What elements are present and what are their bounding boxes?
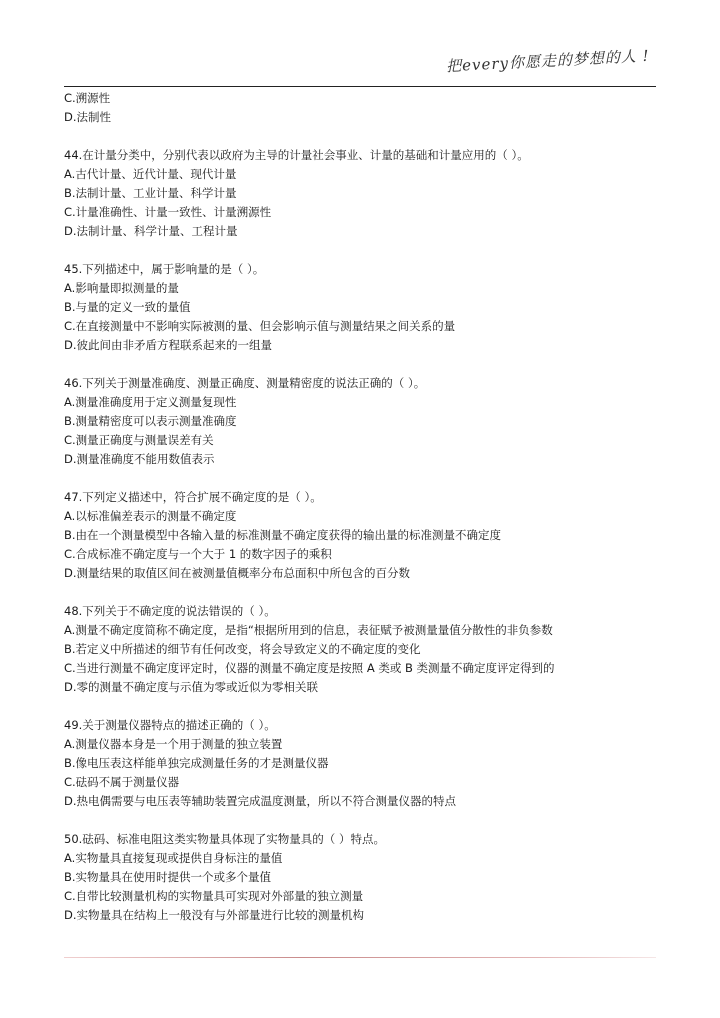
question-stem: 48.下列关于不确定度的说法错误的（ ）。 [64,604,276,618]
option-b: B.像电压表这样能单独完成测量任务的才是测量仪器 [64,756,329,770]
option-c: C.合成标准不确定度与一个大于 1 的数字因子的乘积 [64,547,332,561]
option-d: D.实物量具在结构上一般没有与外部量进行比较的测量机构 [64,908,365,922]
question-46 [64,374,660,469]
question-stem: 47.下列定义描述中，符合扩展不确定度的是（ ）。 [64,490,322,504]
option-b: B.测量精密度可以表示测量准确度 [64,414,237,428]
option-c: C.自带比较测量机构的实物量具可实现对外部量的独立测量 [64,889,364,903]
option-a: A.以标准偏差表示的测量不确定度 [64,509,237,523]
option-d: D.法制性 [64,110,112,124]
question-49 [64,716,660,811]
header-slogan: 把every你愿走的梦想的人 ! [446,46,651,76]
option-b: B.与量的定义一致的量值 [64,300,191,314]
header-divider [64,86,656,87]
option-b: B.若定义中所描述的细节有任何改变，将会导致定义的不确定度的变化 [64,642,421,656]
option-a: A.测量仪器本身是一个用于测量的独立装置 [64,737,283,751]
option-c: C.当进行测量不确定度评定时，仪器的测量不确定度是按照 A 类或 B 类测量不确定度评定得到的 [64,661,555,675]
option-b: B.法制计量、工业计量、科学计量 [64,186,237,200]
option-c: C.在直接测量中不影响实际被测的量、但会影响示值与测量结果之间关系的量 [64,319,456,333]
option-a: A.测量准确度用于定义测量复现性 [64,395,237,409]
option-d: D.零的测量不确定度与示值为零或近似为零相关联 [64,680,319,694]
question-stem: 50.砝码、标准电阻这类实物量具体现了实物量具的（ ）特点。 [64,832,385,846]
option-c: C.砝码不属于测量仪器 [64,775,180,789]
option-d: D.彼此间由非矛盾方程联系起来的一组量 [64,338,273,352]
option-d: D.测量结果的取值区间在被测量值概率分布总面积中所包含的百分数 [64,566,411,580]
question-48 [64,602,660,697]
option-c: C.测量正确度与测量误差有关 [64,433,214,447]
option-b: B.由在一个测量模型中各输入量的标准测量不确定度获得的输出量的标准测量不确定度 [64,528,502,542]
option-c: C.计量准确性、计量一致性、计量溯源性 [64,205,272,219]
option-a: A.古代计量、近代计量、现代计量 [64,167,237,181]
option-c: C.溯源性 [64,91,111,105]
question-45 [64,260,660,355]
question-47 [64,488,660,583]
carryover-options [64,89,660,127]
question-stem: 44.在计量分类中，分别代表以政府为主导的计量社会事业、计量的基础和计量应用的（ ）。 [64,148,529,162]
footer-divider [64,957,656,958]
option-a: A.测量不确定度简称不确定度，是指“根据所用到的信息，表征赋予被测量量值分散性的非负参数 [64,623,553,637]
option-a: A.影响量即拟测量的量 [64,281,179,295]
option-d: D.测量准确度不能用数值表示 [64,452,215,466]
question-44 [64,146,660,241]
question-50 [64,830,660,925]
option-b: B.实物量具在使用时提供一个或多个量值 [64,870,272,884]
question-stem: 46.下列关于测量准确度、测量正确度、测量精密度的说法正确的（ ）。 [64,376,426,390]
option-d: D.热电偶需要与电压表等辅助装置完成温度测量，所以不符合测量仪器的特点 [64,794,457,808]
question-stem: 49.关于测量仪器特点的描述正确的（ ）。 [64,718,276,732]
question-list [64,89,660,925]
option-a: A.实物量具直接复现或提供自身标注的量值 [64,851,283,865]
question-stem: 45.下列描述中，属于影响量的是（ ）。 [64,262,265,276]
option-d: D.法制计量、科学计量、工程计量 [64,224,238,238]
